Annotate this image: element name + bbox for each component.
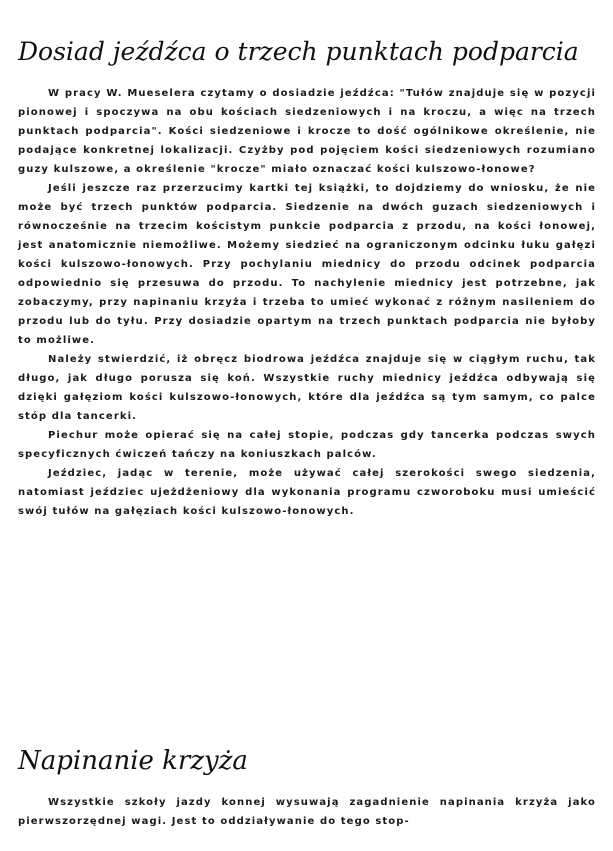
- paragraph: Jeśli jeszcze raz przerzucimy kartki tej książki, to dojdziemy do wniosku, że nie może być trzech punktów podparcia. Siedzenie na dwóch guzach siedzeniowych i równocześnie na trzecim kościstym punkcie podparcia z przodu, na kości łonowej, jest anatomicznie niemożliwe. Możemy siedzieć na ograniczonym odcinku łuku gałęzi kości kulszowo-łonowych. Przy pochylaniu miednicy do przodu odcinek podparcia odpowiednio się przesuwa do przodu. To nachylenie miednicy jest potrzebne, jak zobaczymy, przy napinaniu krzyża i trzeba to umieć wykonać z różnym nasileniem do przodu lub do tyłu. Przy dosiadzie opartym na trzech punktach podparcia nie byłoby to możliwe.: [18, 183, 596, 346]
- paragraph: W pracy W. Mueselera czytamy o dosiadzie jeźdźca: "Tułów znajduje się w pozycji pionowej i spoczywa na obu kościach siedzeniowych i na kroczu, a więc na trzech punktach podparcia". Kości siedzeniowe i krocze to dość ogólnikowe określenie, nie podające konkretnej lokalizacji. Czyżby pod pojęciem kości siedzeniowych rozumiano guzy kulszowe, a określenie "krocze" miało oznaczać kości kulszowo-łonowe?: [18, 88, 596, 175]
- section-body: [18, 793, 596, 831]
- paragraph: Jeździec, jadąc w terenie, może używać całej szerokości swego siedzenia, natomiast jeździec ujeżdżeniowy dla wykonania programu czworoboku musi umieścić swój tułów na gałęziach kości kulszowo-łonowych.: [18, 468, 596, 517]
- paragraph: Wszystkie szkoły jazdy konnej wysuwają zagadnienie napinania krzyża jako pierwszorzędnej wagi. Jest to oddziaływanie do tego stop-: [18, 797, 596, 827]
- section-body: [18, 84, 596, 521]
- paragraph: Należy stwierdzić, iż obręcz biodrowa jeźdźca znajduje się w ciągłym ruchu, tak długo, jak długo porusza się koń. Wszystkie ruchy miednicy jeźdźca odbywają się dzięki gałęziom kości kulszowo-łonowych, które dla jeźdźca są tym samym, co palce stóp dla tancerki.: [18, 354, 596, 422]
- section-heading: Dosiad jeźdźca o trzech punktach podparcia: [18, 37, 579, 66]
- paragraph: Piechur może opierać się na całej stopie, podczas gdy tancerka podczas swych specyficznych ćwiczeń tańczy na koniuszkach palców.: [18, 430, 596, 460]
- section-heading: Napinanie krzyża: [18, 746, 248, 776]
